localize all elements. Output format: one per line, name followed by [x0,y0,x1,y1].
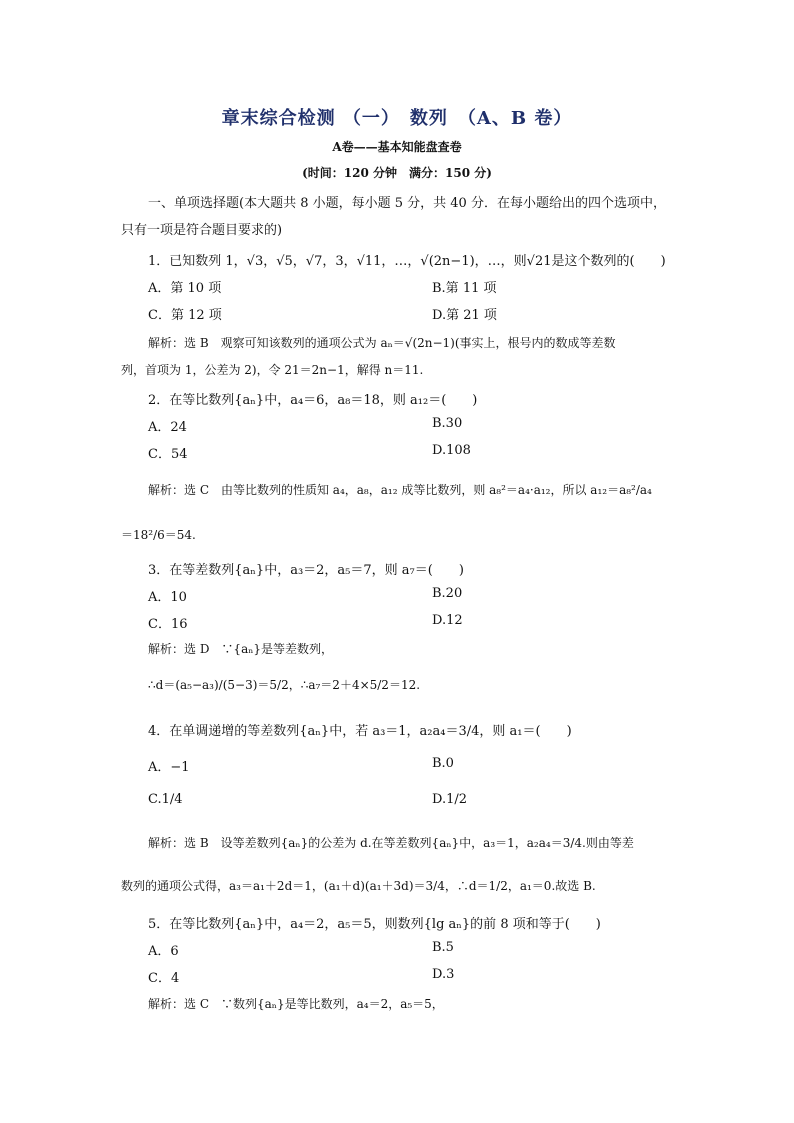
q4-option-d: D.1/2 [432,792,468,807]
q2-option-d: D.108 [432,443,471,458]
q2-solution-line1: 解析：选 C 由等比数列的性质知 a₄，a₈，a₁₂ 成等比数列，则 a₈²＝a₄·a₁₂，所以 a₁₂＝a₈²/a₄ [148,483,652,497]
q2-stem: 2．在等比数列{aₙ}中，a₄＝6，a₈＝18，则 a₁₂＝( ) [148,393,478,408]
q3-solution-line2: ∴d＝(a₅−a₃)/(5−3)＝5/2，∴a₇＝2＋4×5/2＝12. [148,678,421,692]
q1-option-c: C．第 12 项 [148,308,222,323]
q1-solution-line2: 列，首项为 1，公差为 2)，令 21＝2n−1，解得 n＝11. [121,363,424,377]
q5-solution-line1: 解析：选 C ∵数列{aₙ}是等比数列，a₄＝2，a₅＝5， [148,997,444,1011]
q1-solution-line1: 解析：选 B 观察可知该数列的通项公式为 aₙ＝√(2n−1)(事实上，根号内的数成等差数 [148,336,616,350]
q5-option-b: B.5 [432,940,454,955]
q1-option-d: D.第 21 项 [432,308,497,323]
q3-solution-line1: 解析：选 D ∵{aₙ}是等差数列， [148,642,334,656]
q3-stem: 3．在等差数列{aₙ}中，a₃＝2，a₅＝7，则 a₇＝( ) [148,563,464,578]
q3-option-d: D.12 [432,613,463,628]
q4-solution-line1: 解析：选 B 设等差数列{aₙ}的公差为 d.在等差数列{aₙ}中，a₃＝1，a₂a₄＝3/4.则由等差 [148,836,634,850]
q5-option-a: A．6 [148,944,179,959]
section-heading-line1: 一、单项选择题(本大题共 8 小题，每小题 5 分，共 40 分．在每小题给出的四个选项中， [148,196,666,211]
page-subtitle: A卷——基本知能盘查卷 [332,140,462,154]
q2-option-c: C．54 [148,447,188,462]
q3-option-a: A．10 [148,590,187,605]
q4-option-b: B.0 [432,756,454,771]
q2-option-a: A．24 [148,420,187,435]
q5-option-c: C．4 [148,971,180,986]
q5-stem: 5．在等比数列{aₙ}中，a₄＝2，a₅＝5，则数列{lg aₙ}的前 8 项和等于( ) [148,917,601,932]
q1-option-a: A．第 10 项 [148,281,222,296]
exam-meta: (时间：120 分钟 满分：150 分) [302,166,492,180]
q2-option-b: B.30 [432,416,463,431]
q1-stem: 1．已知数列 1，√3，√5，√7，3，√11，…，√(2n−1)，…，则√21是这个数列的( ) [148,254,666,269]
q3-option-c: C．16 [148,617,188,632]
q4-option-a: A．−1 [148,760,190,775]
section-heading-line2: 只有一项是符合题目要求的) [121,223,283,238]
q1-option-b: B.第 11 项 [432,281,497,296]
q3-option-b: B.20 [432,586,463,601]
q4-option-c: C.1/4 [148,792,183,807]
page-title: 章末综合检测 （一） 数列 （A、B 卷） [221,108,573,129]
q4-solution-line2: 数列的通项公式得，a₃＝a₁＋2d＝1，(a₁＋d)(a₁＋3d)＝3/4，∴d＝1/2，a₁＝0.故选 B. [121,879,596,893]
q2-solution-line2: ＝18²/6＝54. [121,528,196,542]
q4-stem: 4．在单调递增的等差数列{aₙ}中，若 a₃＝1，a₂a₄＝3/4，则 a₁＝( ) [148,724,572,739]
q5-option-d: D.3 [432,967,455,982]
